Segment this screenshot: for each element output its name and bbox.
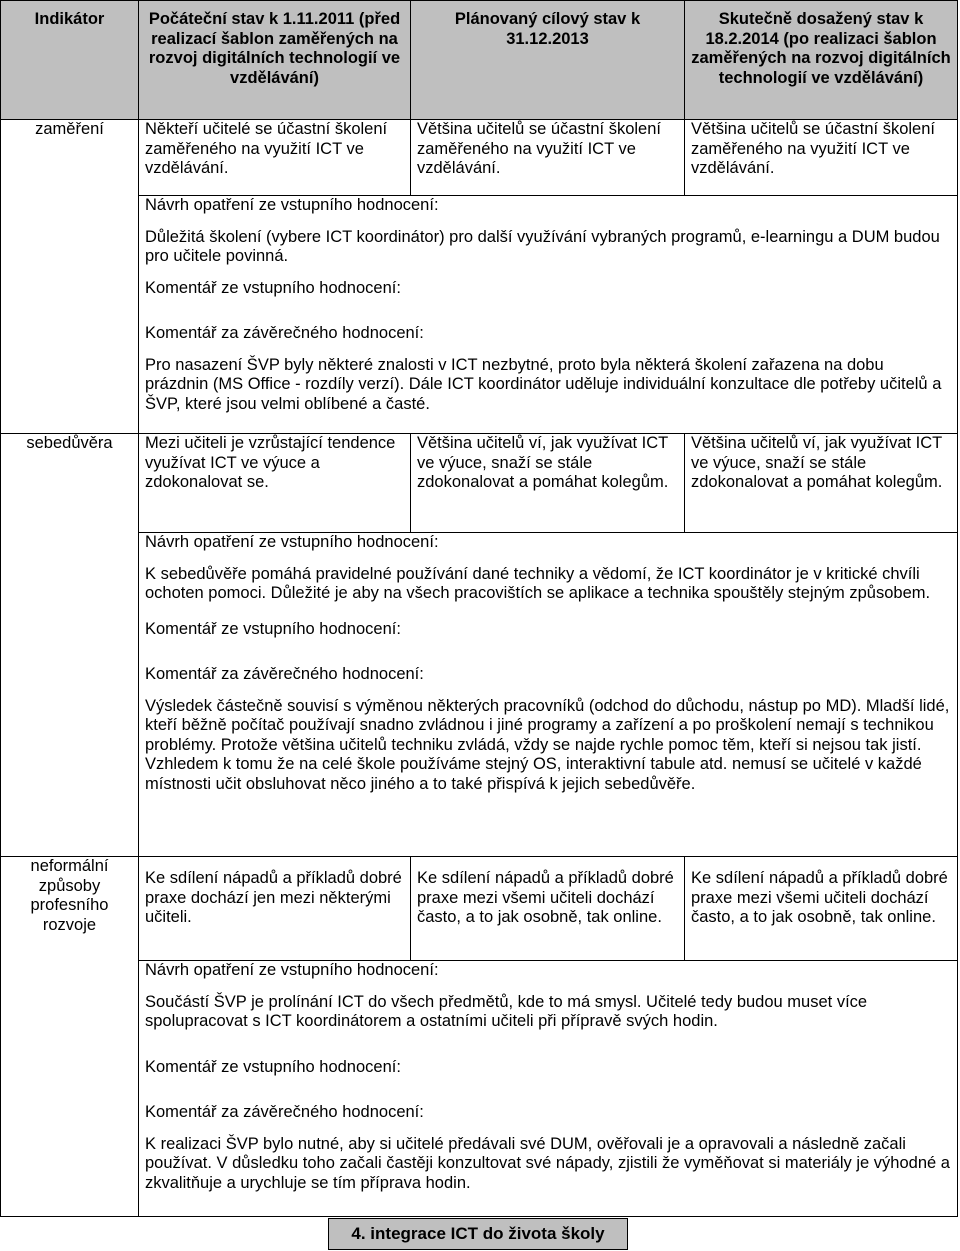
header-target-state: Plánovaný cílový stav k 31.12.2013 <box>411 1 685 120</box>
section-detail-row <box>1 196 958 434</box>
input-comment-label: Komentář ze vstupního hodnocení: <box>145 1057 401 1076</box>
final-comment-text: Výsledek částečně souvisí s výměnou některých pracovníků (odchod do důchodu, nástup po MD). Mladší lidé, kteří běžně počítač používají snadno zvládnou i jiné programy a zařízení a po proškolení nemají s technikou problémy. Protože většina učitelů techniku zvládá, vždy se najde rychle pomoc těm, kteří si nejsou tak jistí. Vzhledem k tomu že na celé škole používáme stejný OS, interaktivní tabule atd. nemusí se učitelé v každé místnosti učit obsluhovat něco jiného a to také přispívá k jejich sebedůvěře. <box>145 696 950 793</box>
section-detail-cell <box>139 533 958 857</box>
final-comment-text: K realizaci ŠVP bylo nutné, aby si učitelé předávali své DUM, ověřovali je a opravovali a následně začali používat. V důsledku toho začali častěji konzultovat své nápady, zjistili že vyměňovat si materiály je výhodné a zkvalitňuje a urychluje se tím příprava hodin. <box>145 1134 950 1192</box>
indicator-cell: sebedůvěra <box>1 434 139 857</box>
header-indicator: Indikátor <box>1 1 139 120</box>
section-detail-row <box>1 533 958 857</box>
proposal-label: Návrh opatření ze vstupního hodnocení: <box>145 961 439 979</box>
section-detail-cell <box>139 961 958 1217</box>
indicator-cell: zaměření <box>1 120 139 434</box>
proposal-text: K sebedůvěře pomáhá pravidelné používání dané techniky a vědomí, že ICT koordinátor je v kritické chvíli ochoten pomoci. Důležité je aby na všech pracovištích se aplikace a technika spouštěly stejným způsobem. <box>145 564 931 602</box>
section-detail-cell <box>139 196 958 434</box>
final-comment-label: Komentář za závěrečného hodnocení: <box>145 665 424 683</box>
initial-state-cell: Ke sdílení nápadů a příkladů dobré praxe dochází jen mezi některými učiteli. <box>139 857 411 961</box>
section-states-row <box>1 120 958 196</box>
input-comment-label: Komentář ze vstupního hodnocení: <box>145 278 401 297</box>
section-states-row <box>1 857 958 961</box>
actual-state-cell: Ke sdílení nápadů a příkladů dobré praxe mezi všemi učiteli dochází často, a to jak osobně, tak online. <box>685 857 958 961</box>
initial-state-cell: Mezi učiteli je vzrůstající tendence využívat ICT ve výuce a zdokonalovat se. <box>139 434 411 533</box>
final-comment-label: Komentář za závěrečného hodnocení: <box>145 324 424 342</box>
header-initial-state: Počáteční stav k 1.11.2011 (před realizací šablon zaměřených na rozvoj digitálních technologií ve vzdělávání) <box>139 1 411 120</box>
target-state-cell: Ke sdílení nápadů a příkladů dobré praxe mezi všemi učiteli dochází často, a to jak osobně, tak online. <box>411 857 685 961</box>
proposal-label: Návrh opatření ze vstupního hodnocení: <box>145 533 439 551</box>
actual-state-cell: Většina učitelů ví, jak využívat ICT ve výuce, snaží se stále zdokonalovat a pomáhat kolegům. <box>685 434 958 533</box>
proposal-label: Návrh opatření ze vstupního hodnocení: <box>145 196 439 214</box>
section-footer-title: 4. integrace ICT do života školy <box>328 1218 628 1250</box>
input-comment-label: Komentář ze vstupního hodnocení: <box>145 619 401 638</box>
proposal-text: Důležitá školení (vybere ICT koordinátor) pro další využívání vybraných programů, e-learningu a DUM budou pro učitele povinná. <box>145 227 940 265</box>
actual-state-cell: Většina učitelů se účastní školení zaměřeného na využití ICT ve vzdělávání. <box>685 120 958 196</box>
final-comment-label: Komentář za závěrečného hodnocení: <box>145 1103 424 1121</box>
target-state-cell: Většina učitelů ví, jak využívat ICT ve výuce, snaží se stále zdokonalovat a pomáhat kolegům. <box>411 434 685 533</box>
header-actual-state: Skutečně dosažený stav k 18.2.2014 (po realizaci šablon zaměřených na rozvoj digitálních technologií ve vzdělávání) <box>685 1 958 120</box>
initial-state-cell: Někteří učitelé se účastní školení zaměřeného na využití ICT ve vzdělávání. <box>139 120 411 196</box>
header-row <box>1 1 958 120</box>
proposal-text: Součástí ŠVP je prolínání ICT do všech předmětů, kde to má smysl. Učitelé tedy budou muset více spolupracovat s ICT koordinátorem a ostatními učiteli při přípravě svých hodin. <box>145 992 868 1030</box>
final-comment-text: Pro nasazení ŠVP byly některé znalosti v ICT nezbytné, proto byla některá školení zařazena na dobu prázdnin (MS Office - rozdíly verzí). Dále ICT koordinátor uděluje individuální konzultace dle potřeby učitelů a ŠVP, které jsou velmi oblíbené a časté. <box>145 355 942 413</box>
target-state-cell: Většina učitelů se účastní školení zaměřeného na využití ICT ve vzdělávání. <box>411 120 685 196</box>
indicator-cell: neformální způsoby profesního rozvoje <box>1 857 139 1217</box>
section-detail-row <box>1 961 958 1217</box>
section-states-row <box>1 434 958 533</box>
